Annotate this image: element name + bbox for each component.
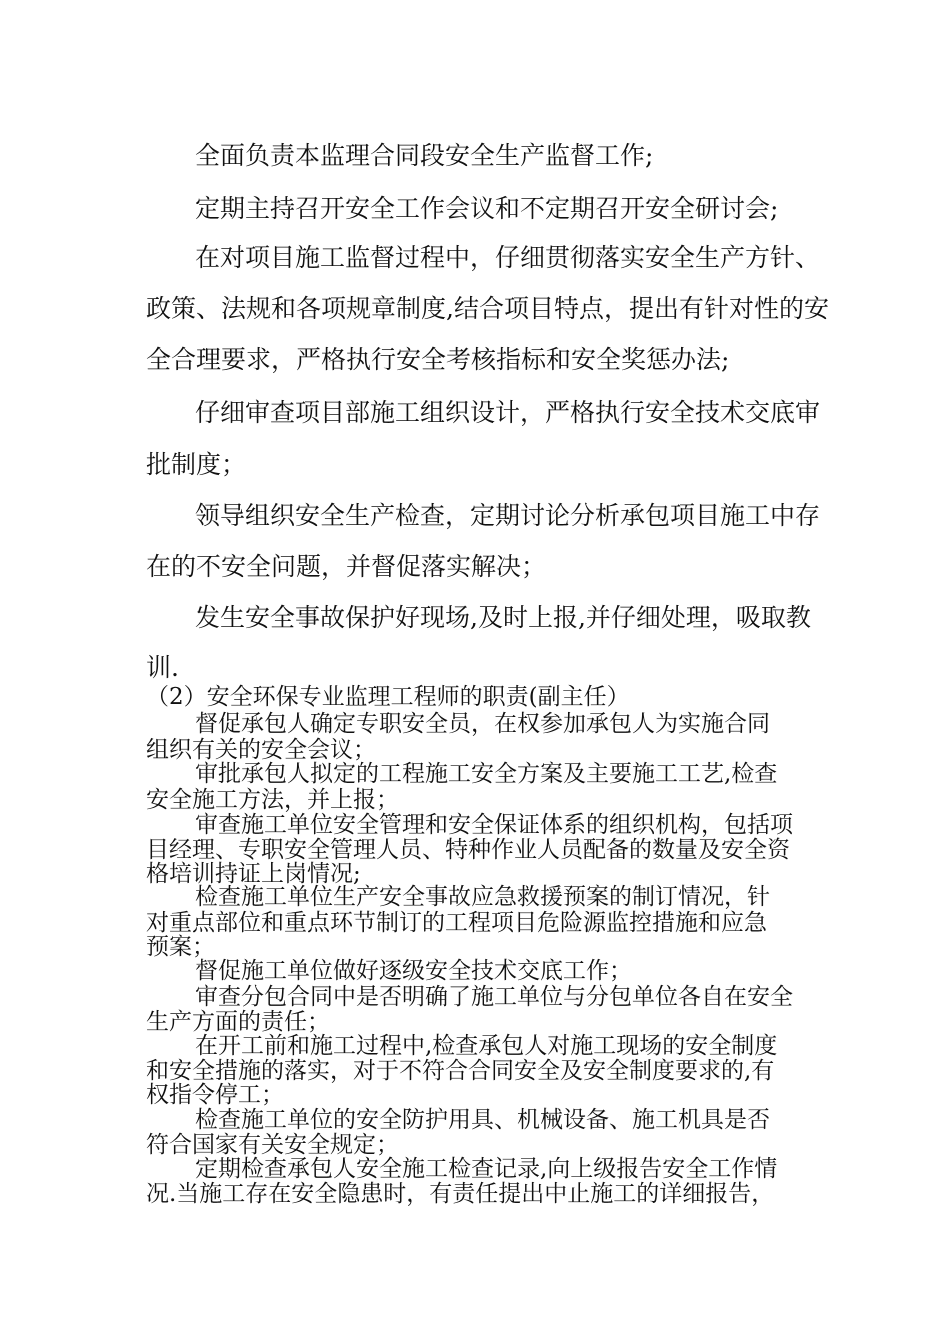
- duty-line: 符合国家有关安全规定；: [146, 1132, 399, 1158]
- duty-line: 仔细审查项目部施工组织设计，严格执行安全技术交底审: [195, 398, 821, 427]
- duty-line: 生产方面的责任；: [146, 1009, 330, 1035]
- duty-line: 对重点部位和重点环节制订的工程项目危险源监控措施和应急: [146, 910, 767, 936]
- duty-line: 权指令停工；: [146, 1082, 284, 1108]
- duty-line: 况.当施工存在安全隐患时，有责任提出中止施工的详细报告，: [146, 1181, 775, 1207]
- duty-line: 领导组织安全生产检查，定期讨论分析承包项目施工中存: [195, 501, 821, 530]
- duty-line: 定期主持召开安全工作会议和不定期召开安全研讨会;: [195, 194, 779, 223]
- duty-line: 和安全措施的落实，对于不符合合同安全及安全制度要求的,有: [146, 1058, 775, 1084]
- duty-line: 督促施工单位做好逐级安全技术交底工作；: [195, 958, 632, 984]
- duty-line: 检查施工单位生产安全事故应急救援预案的制订情况，针: [195, 884, 770, 910]
- duty-line: 全面负责本监理合同段安全生产监督工作;: [195, 141, 654, 170]
- duty-line: 督促承包人确定专职安全员，在权参加承包人为实施合同: [195, 711, 770, 737]
- duty-line: 格培训持证上岗情况;: [146, 861, 361, 887]
- duty-line: 训.: [146, 653, 179, 682]
- duty-line: 安全施工方法，并上报；: [146, 787, 399, 813]
- duty-line: 组织有关的安全会议；: [146, 737, 376, 763]
- duty-line: 批制度；: [146, 450, 247, 479]
- duty-line: 审批承包人拟定的工程施工安全方案及主要施工工艺,检查: [195, 761, 778, 787]
- duty-line: 预案；: [146, 934, 215, 960]
- duty-line: 定期检查承包人安全施工检查记录,向上级报告安全工作情: [195, 1156, 778, 1182]
- duty-line: 检查施工单位的安全防护用具、机械设备、施工机具是否: [195, 1107, 770, 1133]
- duty-line: 审查分包合同中是否明确了施工单位与分包单位各自在安全: [195, 984, 793, 1010]
- duty-line: 目经理、专职安全管理人员、特种作业人员配备的数量及安全资: [146, 837, 790, 863]
- duty-line: 在的不安全问题，并督促落实解决；: [146, 552, 547, 581]
- duty-line: 发生安全事故保护好现场,及时上报,并仔细处理，吸取教: [195, 603, 811, 632]
- duty-line: 全合理要求，严格执行安全考核指标和安全奖惩办法;: [146, 345, 730, 374]
- duty-line: 政策、法规和各项规章制度,结合项目特点，提出有针对性的安: [146, 294, 829, 323]
- duty-line: 在开工前和施工过程中,检查承包人对施工现场的安全制度: [195, 1033, 778, 1059]
- duty-line: 在对项目施工监督过程中，仔细贯彻落实安全生产方针、: [195, 243, 821, 272]
- duty-line: 审查施工单位安全管理和安全保证体系的组织机构，包括项: [195, 812, 793, 838]
- section-heading: （2）安全环保专业监理工程师的职责(副主任）: [146, 684, 630, 710]
